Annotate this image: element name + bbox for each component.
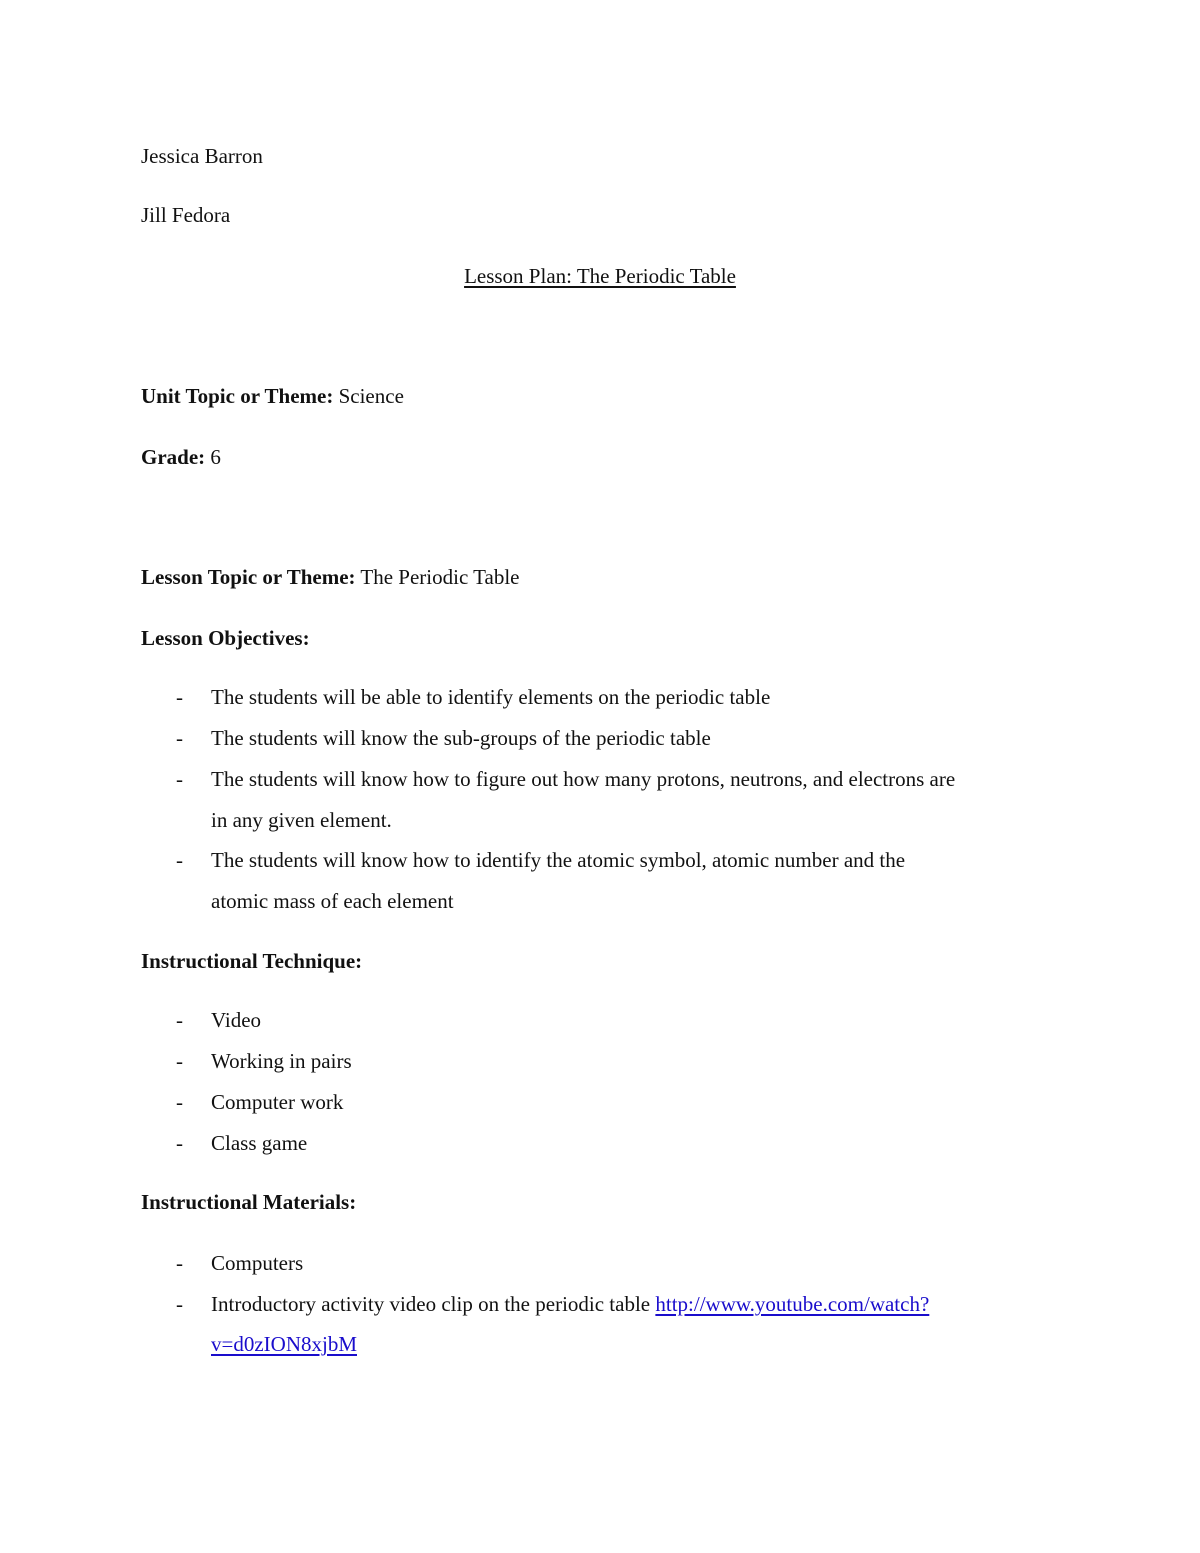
grade-label: Grade: [141,445,206,469]
objective-item-2: The students will know the sub-groups of the periodic table [211,726,711,750]
technique-item-3: Computer work [211,1090,344,1114]
technique-bullet-3: - [176,1090,183,1114]
grade-row [141,444,221,470]
unit-topic-label: Unit Topic or Theme: [141,384,334,408]
materials-item-1: Computers [211,1251,304,1275]
objective-bullet-4: - [176,848,183,872]
materials-bullet-1: - [176,1251,183,1275]
technique-bullet-4: - [176,1131,183,1155]
materials-item-2-line-2 [211,1331,357,1357]
unit-topic-row [141,383,404,409]
objective-item-4-line-2: atomic mass of each element [211,889,454,913]
objective-bullet-3: - [176,767,183,791]
grade-value: 6 [210,445,221,469]
materials-item-2 [211,1291,929,1317]
materials-item-2-text: Introductory activity video clip on the periodic table [211,1292,656,1316]
technique-heading: Instructional Technique: [141,949,363,973]
objectives-heading: Lesson Objectives: [141,626,310,650]
objective-bullet-1: - [176,685,183,709]
technique-item-2: Working in pairs [211,1049,352,1073]
page-title [0,263,1200,289]
lesson-topic-label: Lesson Topic or Theme: [141,565,356,589]
objective-item-3-line-2: in any given element. [211,808,392,832]
technique-item-4: Class game [211,1131,308,1155]
video-link-continued[interactable]: v=d0zION8xjbM [211,1332,357,1356]
page-title-text: Lesson Plan: The Periodic Table [464,264,736,288]
author-name-1: Jessica Barron [141,144,263,168]
materials-bullet-2: - [176,1292,183,1316]
objective-bullet-2: - [176,726,183,750]
technique-item-1: Video [211,1008,262,1032]
lesson-topic-value: The Periodic Table [360,565,520,589]
lesson-topic-row [141,564,519,590]
materials-heading: Instructional Materials: [141,1190,357,1214]
objective-item-3-line-1: The students will know how to figure out how many protons, neutrons, and electrons are [211,767,956,791]
technique-bullet-1: - [176,1008,183,1032]
video-link[interactable]: http://www.youtube.com/watch? [655,1292,930,1316]
technique-bullet-2: - [176,1049,183,1073]
unit-topic-value: Science [338,384,404,408]
objective-item-4-line-1: The students will know how to identify the atomic symbol, atomic number and the [211,848,906,872]
author-name-2: Jill Fedora [141,203,231,227]
objective-item-1: The students will be able to identify elements on the periodic table [211,685,771,709]
